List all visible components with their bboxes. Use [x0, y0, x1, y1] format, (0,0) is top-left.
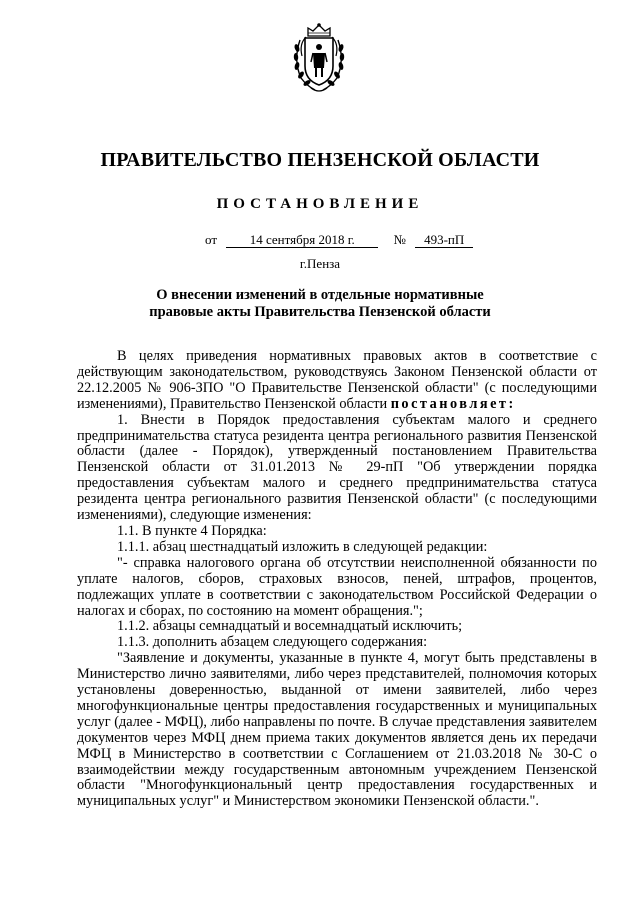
document-date: 14 сентября 2018 г.: [226, 233, 378, 248]
title-line-1: О внесении изменений в отдельные нормативные: [156, 287, 484, 303]
quote-1: "- справка налогового органа об отсутствии неисполненной обязанности по уплате налогов, сборов, страховых взносов, пеней, штрафов, процентов, подлежащих уплате в соответствии с законодательством Российской Федерации о налогах и сборах, по состоянию на момент обращения.";: [77, 554, 597, 619]
organization-name: ПРАВИТЕЛЬСТВО ПЕНЗЕНСКОЙ ОБЛАСТИ: [100, 149, 540, 171]
coat-of-arms-emblem: [291, 22, 347, 94]
document-body: [77, 349, 597, 810]
paragraph-1-1-2: 1.1.2. абзацы семнадцатый и восемнадцатый исключить;: [117, 618, 463, 635]
document-title: [0, 287, 640, 321]
decision-word: постановляет:: [390, 395, 516, 412]
paragraph-1-1-1: 1.1.1. абзац шестнадцатый изложить в следующей редакции:: [117, 538, 488, 555]
paragraph-1: 1. Внести в Порядок предоставления субъектам малого и среднего предпринимательства статуса резидента центра регионального развития Пензенской области (далее - Порядок), утвержденный постановлением Правительства Пензенской области от 31.01.2013 № 29-пП "Об утверждении порядка предоставления субъектам малого и среднего предпринимательства статуса резидента центра регионального развития Пензенской области" (с последующими изменениями), следующие изменения:: [77, 411, 597, 524]
date-number-line: [205, 232, 473, 248]
intro-paragraph: [77, 349, 597, 413]
document-number: 493-пП: [415, 233, 473, 248]
quote-2: "Заявление и документы, указанные в пункте 4, могут быть представлены в Министерство лично заявителями, либо через представителей, полномочия которых установлены доверенностью, выданной от имени заявителей, либо через многофункциональные центры предоставления государственных и муниципальных услуг (далее - МФЦ), либо направлены по почте. В случае представления заявителем документов через МФЦ днем приема таких документов является день их передачи МФЦ в Министерство в соответствии с Соглашением от 21.03.2018 № 30-С о взаимодействии между государственным автономным учреждением Пензенской области "Многофункциональный центр предоставления государственных и муниципальных услуг" и Министерством экономики Пензенской области.".: [77, 650, 597, 810]
number-label: №: [393, 232, 406, 247]
city-name: г.Пенза: [299, 256, 341, 271]
title-line-2: правовые акты Правительства Пензенской области: [149, 304, 491, 320]
paragraph-1-1-3: 1.1.3. дополнить абзацем следующего содержания:: [117, 634, 428, 651]
document-type: ПОСТАНОВЛЕНИЕ: [216, 196, 424, 212]
penza-coat-of-arms-icon: [291, 22, 347, 94]
paragraph-1-1: 1.1. В пункте 4 Порядка:: [117, 522, 267, 539]
date-from-label: от: [205, 232, 218, 247]
intro-text: В целях приведения нормативных правовых актов в соответствие с действующим законодательством, руководствуясь Законом Пензенской области от 22.12.2005 № 906-ЗПО "О Правительстве Пензенской области" (с последующими изменениями), Правительство Пензенской области: [77, 348, 597, 412]
